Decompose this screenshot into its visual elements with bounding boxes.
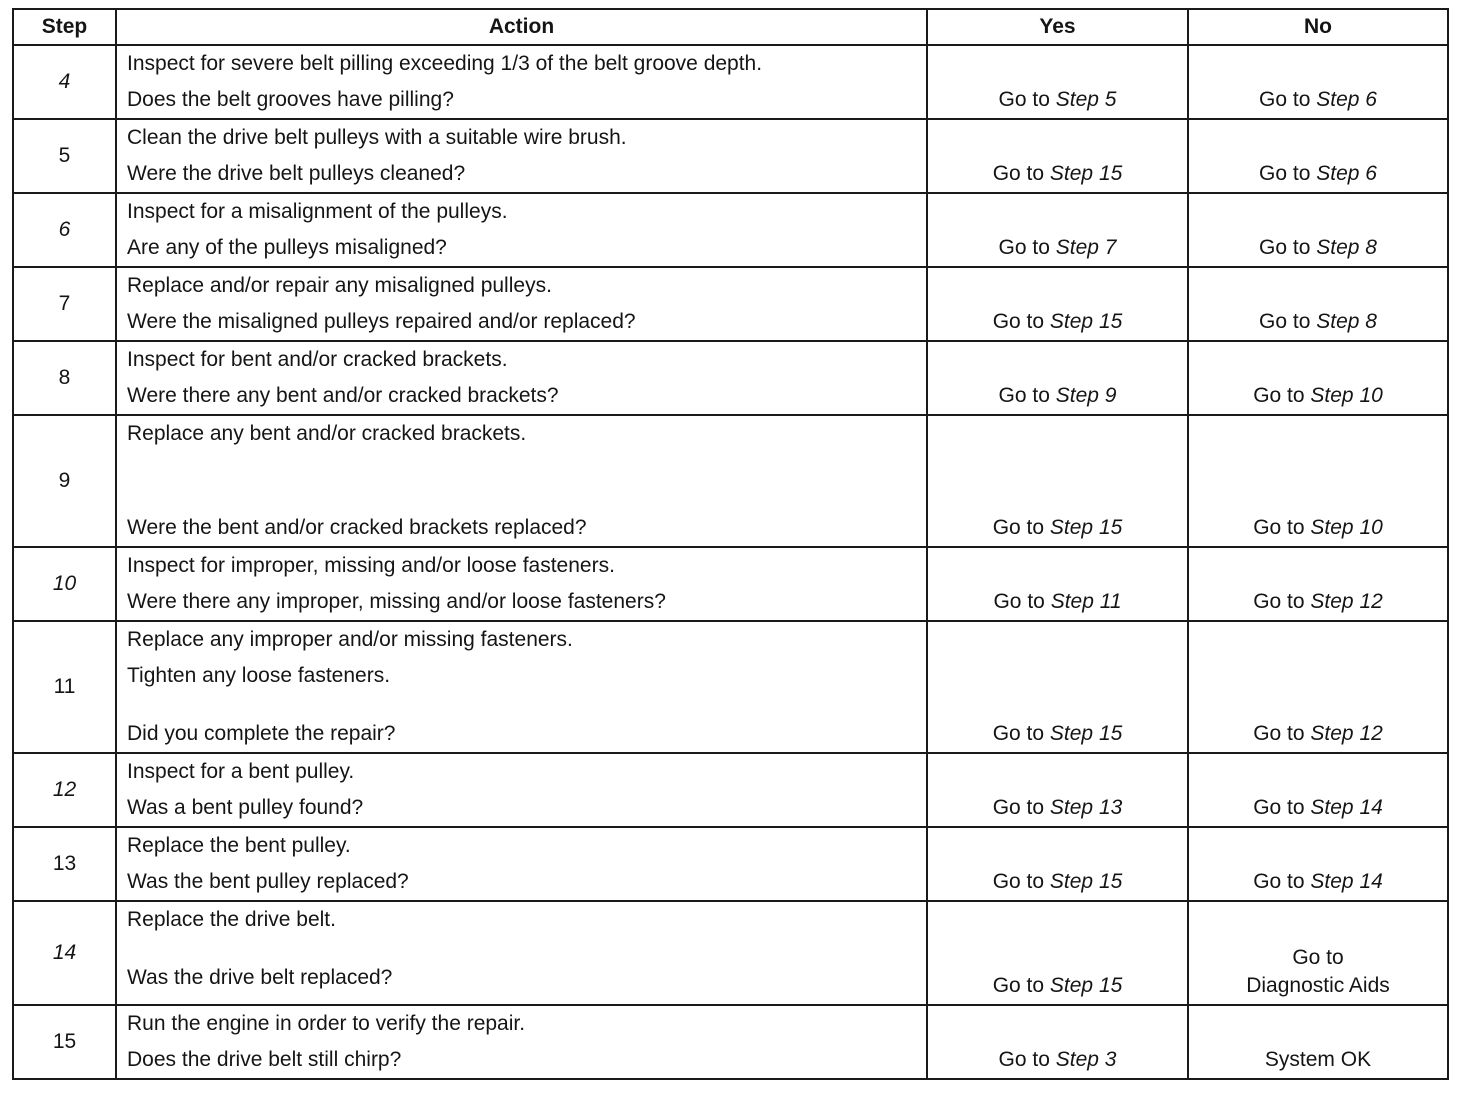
- action-line: Were there any bent and/or cracked brackets?: [127, 384, 559, 407]
- no-text-line: Diagnostic Aids: [1246, 974, 1390, 997]
- yes-step-ref: Step 11: [1050, 590, 1122, 613]
- table-row: [13, 341, 1448, 415]
- go-to-label: Go to: [992, 974, 1045, 997]
- yes-step-ref: Step 5: [1055, 88, 1117, 111]
- go-to-label: Go to: [1259, 162, 1311, 185]
- action-line: Were the bent and/or cracked brackets replaced?: [127, 516, 587, 539]
- yes-step-ref: Step 15: [1049, 516, 1123, 539]
- header-yes: Yes: [927, 9, 1188, 45]
- action-cell: [116, 547, 927, 621]
- yes-step-ref: Step 15: [1049, 974, 1123, 997]
- yes-cell: [927, 341, 1188, 415]
- no-text: System OK: [1264, 1048, 1372, 1071]
- action-line: Was the bent pulley replaced?: [127, 870, 409, 893]
- yes-cell: [927, 547, 1188, 621]
- no-step-ref: Step 12: [1310, 590, 1383, 613]
- yes-cell: [927, 193, 1188, 267]
- yes-cell: [927, 267, 1188, 341]
- yes-cell: [927, 753, 1188, 827]
- action-line: Did you complete the repair?: [127, 722, 396, 745]
- action-line: Inspect for severe belt pilling exceeding 1/3 of the belt groove depth.: [127, 52, 763, 75]
- action-cell: [116, 901, 927, 1005]
- no-step-ref: Step 14: [1310, 870, 1383, 893]
- action-line: Inspect for a misalignment of the pulleys.: [127, 200, 508, 223]
- step-number: 10: [13, 547, 116, 621]
- go-to-label: Go to: [992, 722, 1045, 745]
- step-number: 8: [13, 341, 116, 415]
- action-line: Replace any improper and/or missing fasteners.: [127, 628, 573, 651]
- action-line: Were the misaligned pulleys repaired and/or replaced?: [127, 310, 636, 333]
- action-line: Replace and/or repair any misaligned pulleys.: [127, 274, 552, 297]
- no-step-ref: Step 12: [1310, 722, 1383, 745]
- go-to-label: Go to: [992, 310, 1045, 333]
- no-cell: [1188, 753, 1448, 827]
- go-to-label: Go to: [998, 384, 1050, 407]
- action-line: Were there any improper, missing and/or loose fasteners?: [127, 590, 666, 613]
- go-to-label: Go to: [1253, 870, 1305, 893]
- table-row: [13, 119, 1448, 193]
- go-to-label: Go to: [1253, 516, 1305, 539]
- action-line: Tighten any loose fasteners.: [127, 664, 391, 687]
- go-to-label: Go to: [1259, 236, 1311, 259]
- yes-step-ref: Step 7: [1055, 236, 1117, 259]
- table-row: [13, 753, 1448, 827]
- action-line: Replace the bent pulley.: [127, 834, 351, 857]
- action-cell: [116, 267, 927, 341]
- table-row: [13, 547, 1448, 621]
- go-to-label: Go to: [992, 870, 1045, 893]
- table-row: [13, 193, 1448, 267]
- table-row: [13, 827, 1448, 901]
- go-to-label: Go to: [992, 516, 1045, 539]
- action-line: Are any of the pulleys misaligned?: [127, 236, 447, 259]
- table-row: [13, 621, 1448, 753]
- go-to-label: Go to: [1253, 384, 1305, 407]
- yes-step-ref: Step 15: [1049, 310, 1123, 333]
- action-cell: [116, 119, 927, 193]
- action-line: Replace any bent and/or cracked brackets.: [127, 422, 527, 445]
- go-to-label: Go to: [998, 88, 1050, 111]
- go-to-label: Go to: [1253, 722, 1305, 745]
- action-line: Does the drive belt still chirp?: [127, 1048, 402, 1071]
- step-number: 12: [13, 753, 116, 827]
- action-line: Clean the drive belt pulleys with a suitable wire brush.: [127, 126, 627, 149]
- go-to-label: Go to: [993, 590, 1045, 613]
- action-line: Replace the drive belt.: [127, 908, 336, 931]
- action-cell: [116, 1005, 927, 1079]
- action-line: Does the belt grooves have pilling?: [127, 88, 454, 111]
- yes-step-ref: Step 15: [1049, 870, 1123, 893]
- action-line: Was a bent pulley found?: [127, 796, 364, 819]
- no-step-ref: Step 10: [1310, 516, 1383, 539]
- table-row: [13, 267, 1448, 341]
- go-to-label: Go to: [998, 236, 1050, 259]
- go-to-label: Go to: [1259, 88, 1311, 111]
- step-number: 11: [13, 621, 116, 753]
- action-line: Inspect for bent and/or cracked brackets.: [127, 348, 508, 371]
- yes-cell: [927, 45, 1188, 119]
- action-line: Run the engine in order to verify the repair.: [127, 1012, 526, 1035]
- action-cell: [116, 45, 927, 119]
- yes-cell: [927, 415, 1188, 547]
- yes-step-ref: Step 15: [1049, 162, 1123, 185]
- no-cell: [1188, 1005, 1448, 1079]
- yes-cell: [927, 901, 1188, 1005]
- no-step-ref: Step 8: [1316, 236, 1377, 259]
- step-number: 6: [13, 193, 116, 267]
- header-step: Step: [13, 9, 116, 45]
- step-number: 4: [13, 45, 116, 119]
- header-row: [13, 9, 1448, 45]
- no-cell: [1188, 415, 1448, 547]
- no-cell: [1188, 193, 1448, 267]
- action-cell: [116, 341, 927, 415]
- no-step-ref: Step 8: [1316, 310, 1377, 333]
- table-row: [13, 415, 1448, 547]
- yes-cell: [927, 827, 1188, 901]
- action-cell: [116, 753, 927, 827]
- yes-step-ref: Step 9: [1055, 384, 1117, 407]
- go-to-label: Go to: [1253, 590, 1305, 613]
- step-number: 7: [13, 267, 116, 341]
- go-to-label: Go to: [992, 162, 1045, 185]
- yes-cell: [927, 621, 1188, 753]
- yes-step-ref: Step 13: [1049, 796, 1123, 819]
- go-to-label: Go to: [992, 796, 1045, 819]
- step-number: 9: [13, 415, 116, 547]
- yes-cell: [927, 1005, 1188, 1079]
- step-number: 13: [13, 827, 116, 901]
- no-cell: [1188, 341, 1448, 415]
- yes-step-ref: Step 15: [1049, 722, 1123, 745]
- no-cell: [1188, 45, 1448, 119]
- go-to-label: Go to: [1259, 310, 1311, 333]
- action-cell: [116, 193, 927, 267]
- action-cell: [116, 621, 927, 753]
- go-to-label: Go to: [1253, 796, 1305, 819]
- step-number: 5: [13, 119, 116, 193]
- table-row: [13, 1005, 1448, 1079]
- no-step-ref: Step 6: [1316, 162, 1377, 185]
- action-cell: [116, 827, 927, 901]
- step-number: 15: [13, 1005, 116, 1079]
- table-row: [13, 45, 1448, 119]
- action-line: Was the drive belt replaced?: [127, 966, 393, 989]
- no-cell: [1188, 547, 1448, 621]
- no-cell: [1188, 827, 1448, 901]
- no-cell: [1188, 901, 1448, 1005]
- header-action: Action: [116, 9, 927, 45]
- yes-step-ref: Step 3: [1055, 1048, 1117, 1071]
- no-step-ref: Step 14: [1310, 796, 1383, 819]
- table-row: [13, 901, 1448, 1005]
- no-step-ref: Step 10: [1310, 384, 1383, 407]
- go-to-label: Go to: [998, 1048, 1050, 1071]
- action-line: Inspect for a bent pulley.: [127, 760, 355, 783]
- action-line: Inspect for improper, missing and/or loose fasteners.: [127, 554, 615, 577]
- action-line: Were the drive belt pulleys cleaned?: [127, 162, 466, 185]
- no-cell: [1188, 267, 1448, 341]
- yes-cell: [927, 119, 1188, 193]
- step-number: 14: [13, 901, 116, 1005]
- no-step-ref: Step 6: [1316, 88, 1377, 111]
- no-cell: [1188, 621, 1448, 753]
- no-cell: [1188, 119, 1448, 193]
- no-text-line: Go to: [1292, 946, 1344, 969]
- diagnostic-table: [12, 8, 1449, 1080]
- action-cell: [116, 415, 927, 547]
- header-no: No: [1188, 9, 1448, 45]
